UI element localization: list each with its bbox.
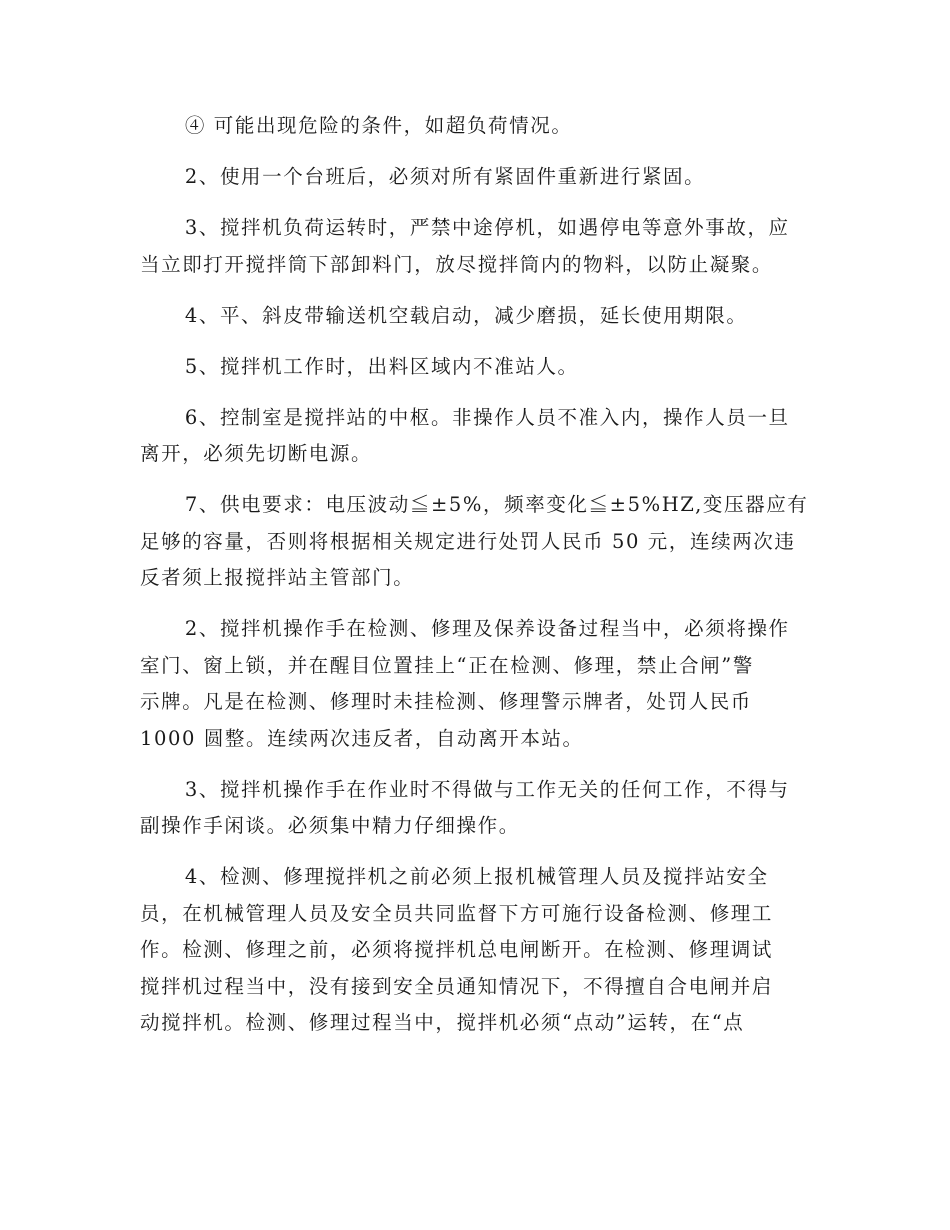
text-line: 7、供电要求：电压波动≦±5%，频率变化≦±5%HZ,变压器应有 bbox=[184, 493, 809, 516]
text-line: 足够的容量，否则将根据相关规定进行处罚人民币 50 元，连续两次违 bbox=[140, 529, 796, 553]
paragraph bbox=[140, 298, 810, 335]
text-line: 离开，必须先切断电源。 bbox=[140, 442, 373, 465]
paragraph bbox=[140, 611, 810, 757]
text-line: 搅拌机过程当中，没有接到安全员通知情况下，不得擅自合电闸并启 bbox=[140, 974, 774, 998]
document-body bbox=[140, 108, 810, 1056]
text-line: 3、搅拌机负荷运转时，严禁中途停机，如遇停电等意外事故，应 bbox=[184, 216, 790, 239]
text-line: 示牌。凡是在检测、修理时未挂检测、修理警示牌者，处罚人民币 bbox=[140, 690, 752, 713]
paragraph bbox=[140, 108, 810, 145]
text-line: 1000 圆整。连续两次违反者，自动离开本站。 bbox=[140, 726, 584, 750]
text-line: 动搅拌机。检测、修理过程当中，搅拌机必须“点动”运转，在“点 bbox=[140, 1011, 745, 1034]
text-line: 当立即打开搅拌筒下部卸料门，放尽搅拌筒内的物料，以防止凝聚。 bbox=[140, 252, 774, 276]
text-line: 4、检测、修理搅拌机之前必须上报机械管理人员及搅拌站安全 bbox=[184, 865, 769, 888]
text-line: 3、搅拌机操作手在作业时不得做与工作无关的任何工作，不得与 bbox=[184, 777, 790, 801]
text-line: 6、控制室是搅拌站的中枢。非操作人员不准入内，操作人员一旦 bbox=[184, 405, 790, 429]
text-line: 反者须上报搅拌站主管部门。 bbox=[140, 566, 415, 589]
text-line: 2、搅拌机操作手在检测、修理及保养设备过程当中，必须将操作 bbox=[184, 617, 790, 640]
text-line: 室门、窗上锁，并在醒目位置挂上“正在检测、修理，禁止合闸”警 bbox=[140, 653, 754, 677]
paragraph bbox=[140, 859, 810, 1042]
paragraph bbox=[140, 159, 810, 196]
paragraph bbox=[140, 210, 810, 283]
text-line: 副操作手闲谈。必须集中精力仔细操作。 bbox=[140, 814, 520, 837]
text-line: 2、使用一个台班后，必须对所有紧固件重新进行紧固。 bbox=[184, 165, 706, 188]
paragraph bbox=[140, 400, 810, 473]
paragraph bbox=[140, 349, 810, 386]
paragraph bbox=[140, 487, 810, 597]
text-line: 4、平、斜皮带输送机空载启动，减少磨损，延长使用期限。 bbox=[184, 303, 748, 327]
text-line: 作。检测、修理之前，必须将搅拌机总电闸断开。在检测、修理调试 bbox=[140, 938, 774, 961]
text-line: 5、搅拌机工作时，出料区域内不准站人。 bbox=[184, 354, 579, 378]
text-line: ④ 可能出现危险的条件，如超负荷情况。 bbox=[184, 114, 573, 137]
text-line: 员，在机械管理人员及安全员共同监督下方可施行设备检测、修理工 bbox=[140, 901, 774, 925]
paragraph bbox=[140, 772, 810, 845]
